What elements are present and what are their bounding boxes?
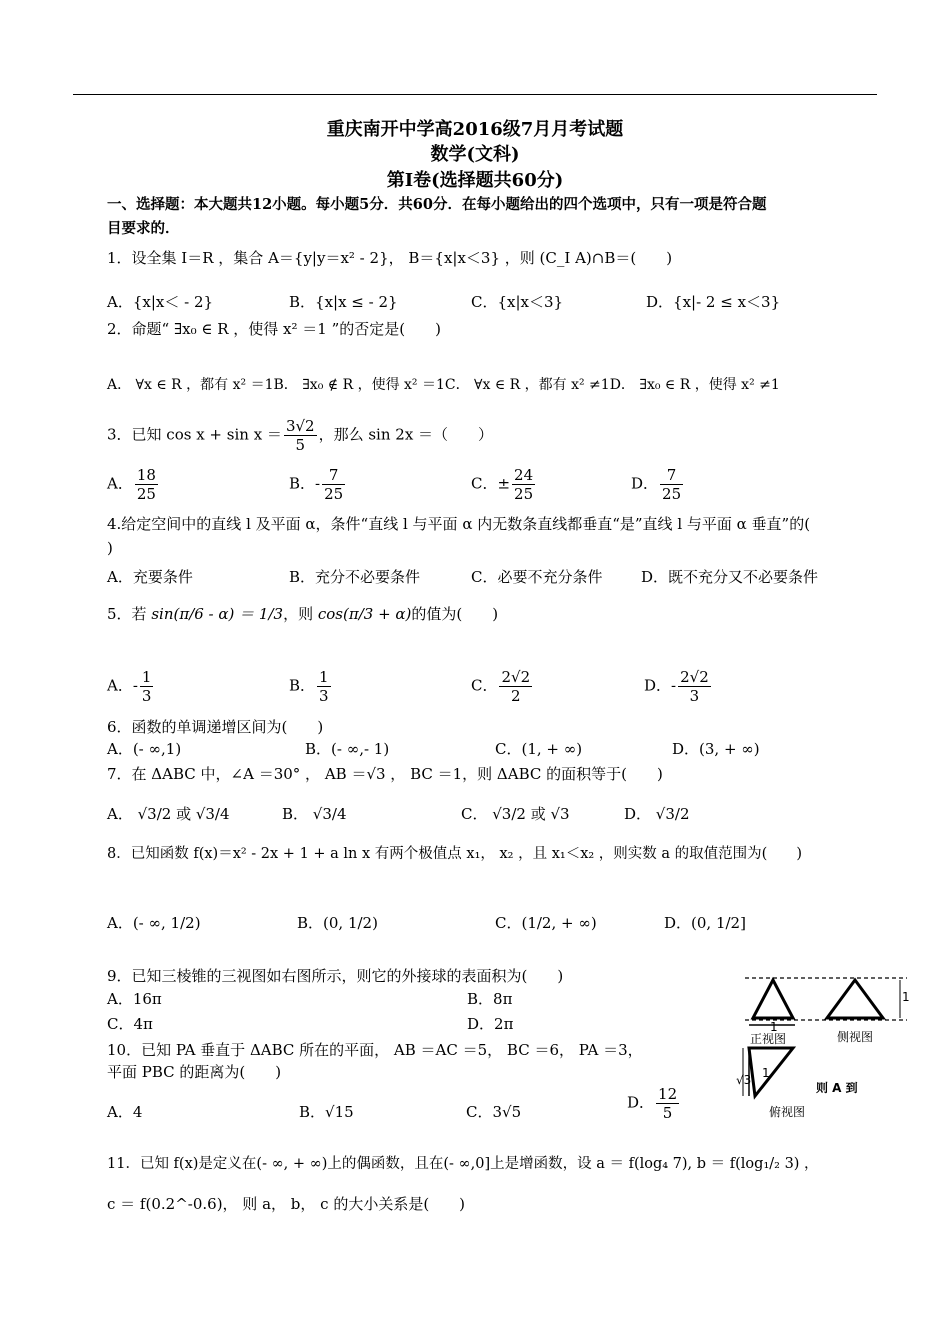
q6-stem: 6．函数的单调递增区间为( ) xyxy=(107,718,324,736)
frac-num: 12 xyxy=(658,1085,678,1103)
front-view-caption: 正视图 xyxy=(750,1032,787,1046)
q6-option-c: C．(1, + ∞) xyxy=(495,740,583,758)
q3-stem-post: ，那么 sin 2x ＝（ ） xyxy=(318,425,494,444)
q5-stem-a: 5．若 xyxy=(107,605,147,623)
frac-den: 3 xyxy=(319,687,329,705)
front-view xyxy=(749,980,795,1025)
section-instruction-2: 目要求的． xyxy=(107,220,180,237)
q5-stem-b: ，则 xyxy=(283,605,314,623)
q11-stem-line2: c ＝ f(0.2^-0.6)， 则 a， b， c 的大小关系是( ) xyxy=(107,1195,466,1213)
frac-den: 25 xyxy=(514,485,534,503)
q9-option-d: D．2π xyxy=(467,1015,514,1033)
q5-option-a xyxy=(107,668,155,705)
q6-option-a: A．(- ∞,1) xyxy=(107,740,182,758)
frac-den: 25 xyxy=(324,485,344,503)
q3-stem xyxy=(107,417,493,454)
frac-num: 7 xyxy=(322,466,345,485)
frac-num: 2√2 xyxy=(680,668,709,686)
fraction xyxy=(656,1085,679,1122)
fraction xyxy=(512,466,535,503)
side-view-caption: 侧视图 xyxy=(837,1030,874,1044)
q5-option-b xyxy=(289,668,333,705)
q10-option-a: A．4 xyxy=(107,1103,143,1121)
side-view xyxy=(827,980,883,1018)
frac-num: 7 xyxy=(660,466,683,485)
q3-option-b xyxy=(289,466,347,503)
frac-den: 25 xyxy=(662,485,682,503)
frac-num: 1 xyxy=(141,668,152,686)
q8-option-b: B．(0, 1/2) xyxy=(297,914,378,932)
q1-option-a: A．{x|x＜ - 2} xyxy=(107,293,214,311)
q6-option-b: B．(- ∞,- 1) xyxy=(305,740,390,758)
q4-option-a: A．充要条件 xyxy=(107,568,193,586)
option-label: A．- xyxy=(107,676,138,695)
q4-option-d: D．既不充分又不必要条件 xyxy=(641,568,819,586)
q7-option-c: C． √3/2 或 √3 xyxy=(461,805,570,823)
q7-option-a: A． √3/2 或 √3/4 xyxy=(107,805,230,823)
q8-stem: 8．已知函数 f(x)＝x² - 2x + 1 + a ln x 有两个极值点 x₁， x₂ ，且 x₁＜x₂ ，则实数 a 的取值范围为( ) xyxy=(107,846,802,862)
q8-option-a: A．(- ∞, 1/2) xyxy=(107,914,201,932)
fraction xyxy=(135,466,158,503)
top-rule xyxy=(73,94,877,95)
top-view-caption: 俯视图 xyxy=(769,1105,806,1119)
frac-den: 25 xyxy=(136,485,156,503)
q9-stem: 9．已知三棱锥的三视图如右图所示，则它的外接球的表面积为( ) xyxy=(107,967,564,985)
q3-option-a xyxy=(107,466,160,503)
q3-fraction xyxy=(284,417,317,454)
q3-frac-den: 5 xyxy=(295,436,306,454)
side-view-height-label: 1 xyxy=(902,990,910,1004)
q5-option-d xyxy=(644,668,713,705)
q3-frac-num: 3√2 xyxy=(285,417,315,435)
fraction xyxy=(140,668,154,705)
q5-stem-c: 的值为( ) xyxy=(411,605,499,623)
exam-part: 第Ⅰ卷(选择题共60分) xyxy=(386,170,564,191)
fraction xyxy=(660,466,683,503)
q4-option-c: C．必要不充分条件 xyxy=(471,568,603,586)
q10-continuation-text: 则 A 到 xyxy=(816,1081,858,1095)
fraction xyxy=(678,668,711,705)
frac-num: 1 xyxy=(319,668,329,686)
q7-stem: 7．在 ΔABC 中，∠A ＝30° ， AB ＝√3 ， BC ＝1，则 ΔABC 的面积等于( ) xyxy=(107,765,663,783)
option-label: D．- xyxy=(644,676,677,695)
q10-option-b: B．√15 xyxy=(299,1103,354,1121)
q5-stem xyxy=(107,603,498,624)
fraction xyxy=(322,466,345,503)
q5-sin-expression: sin(π/6 - α) ＝ 1/3 xyxy=(151,605,284,623)
exam-subject: 数学(文科) xyxy=(430,144,520,165)
option-label: C． xyxy=(471,676,498,695)
option-label: D． xyxy=(627,1093,655,1112)
option-label: D． xyxy=(631,474,659,493)
q8-option-d: D．(0, 1/2] xyxy=(664,914,746,932)
three-view-figure xyxy=(735,968,910,1128)
front-view-width-label: 1 xyxy=(770,1020,778,1034)
exam-title: 重庆南开中学高2016级7月月考试题 xyxy=(326,119,624,140)
q1-stem: 1．设全集 I＝R ，集合 A＝{y|y＝x² - 2}， B＝{x|x＜3} ，则 (C_I A)∩B＝( ) xyxy=(107,249,673,267)
q10-stem-line2: 平面 PBC 的距离为( ) xyxy=(107,1063,282,1081)
q3-option-d xyxy=(631,466,685,503)
option-label: B．- xyxy=(289,474,321,493)
q7-option-b: B． √3/4 xyxy=(282,805,347,823)
q1-option-d: D．{x|- 2 ≤ x＜3} xyxy=(646,293,781,311)
frac-den: 3 xyxy=(689,687,700,705)
frac-den: 5 xyxy=(662,1104,673,1122)
q7-option-d: D． √3/2 xyxy=(624,805,690,823)
frac-num: 18 xyxy=(136,466,156,484)
q4-stem-line2: ) xyxy=(107,539,113,557)
q10-option-d xyxy=(627,1085,681,1122)
q6-option-d: D．(3, + ∞) xyxy=(672,740,760,758)
fraction xyxy=(499,668,532,705)
q2-stem: 2．命题“ ∃x₀ ∈ R ，使得 x² ＝1 ”的否定是( ) xyxy=(107,320,441,338)
q2-options: A． ∀x ∈ R ，都有 x² ＝1B． ∃x₀ ∉ R ，使得 x² ＝1C． ∀x ∈ R ，都有 x² ≠1D． ∃x₀ ∈ R ，使得 x² ≠1 xyxy=(107,377,780,393)
q11-stem-line1: 11．已知 f(x)是定义在(- ∞, + ∞)上的偶函数，且在(- ∞,0]上是增函数，设 a ＝ f(log₄ 7), b ＝ f(log₁/₂ 3) ， xyxy=(107,1156,819,1172)
frac-num: 2√2 xyxy=(501,668,531,686)
top-view-depth-label: √3 xyxy=(736,1073,752,1087)
q3-stem-pre: 3．已知 cos x + sin x ＝ xyxy=(107,425,282,444)
option-label: B． xyxy=(289,676,316,695)
fraction xyxy=(317,668,331,705)
frac-den: 2 xyxy=(511,687,521,705)
q9-option-c: C．4π xyxy=(107,1015,153,1033)
top-view-edge-label: 1 xyxy=(762,1066,770,1080)
option-label: C．± xyxy=(471,474,511,493)
q1-option-b: B．{x|x ≤ - 2} xyxy=(289,293,398,311)
frac-num: 24 xyxy=(514,466,534,484)
q10-option-c: C．3√5 xyxy=(466,1103,522,1121)
q8-option-c: C．(1/2, + ∞) xyxy=(495,914,597,932)
q4-stem-line1: 4.给定空间中的直线 l 及平面 α，条件“直线 l 与平面 α 内无数条直线都垂直“是”直线 l 与平面 α 垂直”的( xyxy=(107,515,811,533)
q4-option-b: B．充分不必要条件 xyxy=(289,568,421,586)
option-label: A． xyxy=(107,474,133,493)
q9-option-a: A．16π xyxy=(107,990,162,1008)
q10-stem-line1: 10．已知 PA 垂直于 ΔABC 所在的平面， AB ＝AC ＝5， BC ＝6， PA ＝3， xyxy=(107,1041,643,1059)
q3-option-c xyxy=(471,466,537,503)
q1-option-c: C．{x|x＜3} xyxy=(471,293,564,311)
section-instruction-1: 一、选择题：本大题共12小题。每小题5分．共60分．在每小题给出的四个选项中，只有一项是符合题 xyxy=(107,196,767,213)
top-view xyxy=(749,1048,793,1096)
q5-option-c xyxy=(471,668,534,705)
frac-den: 3 xyxy=(141,687,152,705)
q5-cos-expression: cos(π/3 + α) xyxy=(317,605,412,623)
q9-option-b: B．8π xyxy=(467,990,513,1008)
